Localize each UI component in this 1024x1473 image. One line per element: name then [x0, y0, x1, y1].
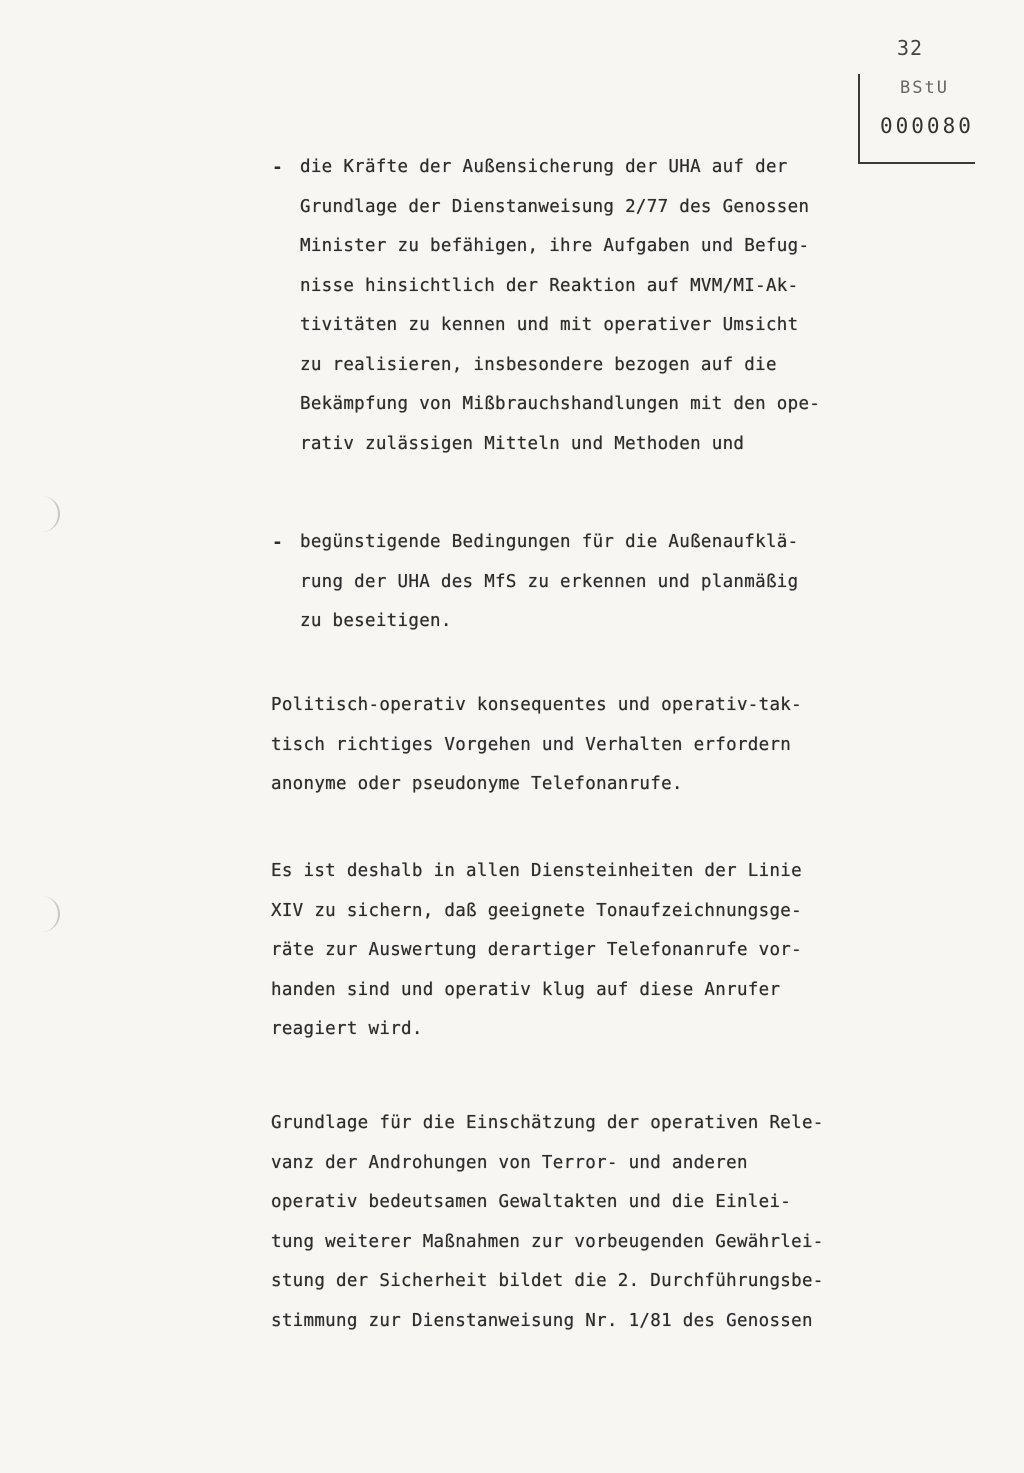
bullet-item: [300, 148, 820, 464]
text-line: Politisch-operativ konsequentes und operativ-tak-: [271, 695, 802, 715]
text-line: zu beseitigen.: [300, 611, 452, 631]
text-line: die Kräfte der Außensicherung der UHA auf der: [300, 157, 788, 177]
text-line: rung der UHA des MfS zu erkennen und planmäßig: [300, 571, 799, 592]
text-line: stimmung zur Dienstanweisung Nr. 1/81 des Genossen: [271, 1310, 813, 1331]
text-line: Bekämpfung von Mißbrauchshandlungen mit den ope-: [300, 394, 821, 414]
text-line: stung der Sicherheit bildet die 2. Durchführungsbe-: [271, 1271, 824, 1291]
text-line: XIV zu sichern, daß geeignete Tonaufzeichnungsge-: [271, 900, 802, 921]
text-line: vanz der Androhungen von Terror- und anderen: [271, 1152, 748, 1173]
text-line: rativ zulässigen Mitteln und Methoden und: [300, 433, 745, 454]
text-line: zu realisieren, insbesondere bezogen auf die: [300, 354, 777, 375]
text-line: Minister zu befähigen, ihre Aufgaben und Befug-: [300, 236, 810, 256]
text-line: Grundlage der Dienstanweisung 2/77 des Genossen: [300, 196, 810, 217]
text-line: Grundlage für die Einschätzung der operativen Rele-: [271, 1113, 824, 1133]
text-line: operativ bedeutsamen Gewaltakten und die Einlei-: [271, 1192, 792, 1212]
text-line: anonyme oder pseudonyme Telefonanrufe.: [271, 774, 683, 794]
text-line: begünstigende Bedingungen für die Außenaufklä-: [300, 532, 799, 552]
text-line: tisch richtiges Vorgehen und Verhalten erfordern: [271, 734, 792, 755]
bullet-item: [300, 523, 798, 642]
text-line: räte zur Auswertung derartiger Telefonanrufe vor-: [271, 940, 802, 960]
text-line: Es ist deshalb in allen Diensteinheiten der Linie: [271, 861, 802, 881]
bullet-marker: -: [272, 532, 283, 553]
text-line: nisse hinsichtlich der Reaktion auf MVM/MI-Ak-: [300, 275, 799, 296]
punch-hole-mark: [34, 896, 60, 932]
archive-stamp: [858, 74, 975, 164]
paragraph: [271, 852, 802, 1050]
punch-hole-mark: [34, 496, 60, 532]
text-line: reagiert wird.: [271, 1019, 423, 1039]
stamp-number: 000080: [880, 114, 974, 138]
bullet-marker: -: [272, 157, 283, 178]
page-number: 32: [897, 36, 924, 60]
paragraph: [271, 1104, 824, 1341]
text-line: tung weiterer Maßnahmen zur vorbeugenden Gewährlei-: [271, 1231, 824, 1252]
paragraph: [271, 686, 802, 805]
text-line: tivitäten zu kennen und mit operativer Umsicht: [300, 315, 799, 335]
text-line: handen sind und operativ klug auf diese Anrufer: [271, 979, 781, 1000]
stamp-label: BStU: [900, 78, 949, 98]
